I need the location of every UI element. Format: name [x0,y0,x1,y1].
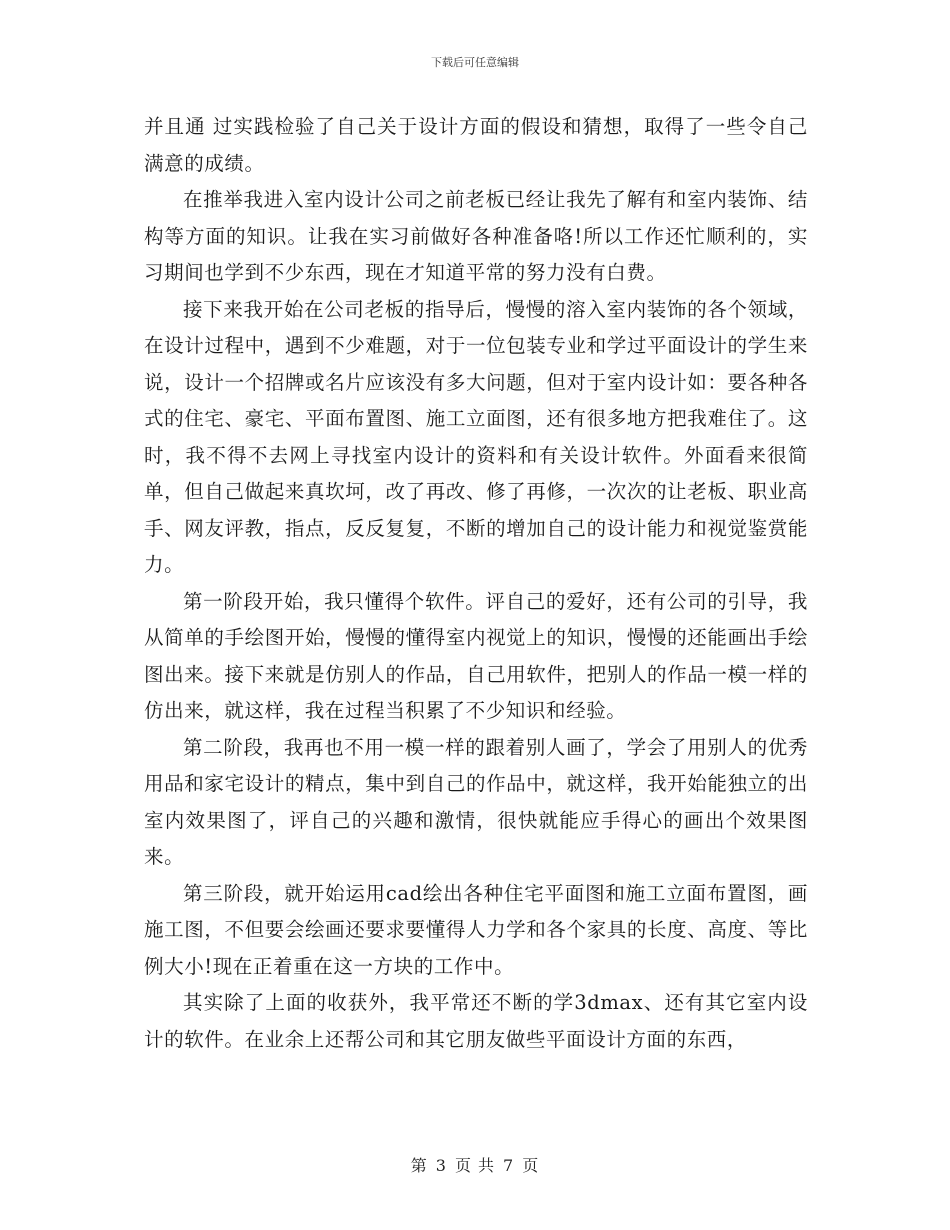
page-footer-prefix: 第 [410,1156,428,1175]
paragraph: 第一阶段开始，我只懂得个软件。评自己的爱好，还有公司的引导，我从简单的手绘图开始，慢慢的懂得室内视觉上的知识，慢慢的还能画出手绘图出来。接下来就是仿别人的作品，自己用软件，把别人的作品一模一样的仿出来，就这样，我在过程当积累了不少知识和经验。 [144,589,808,722]
paragraph: 第三阶段，就开始运用cad绘出各种住宅平面图和施工立面布置图，画施工图，不但要会绘画还要求要懂得人力学和各个家具的长度、高度、等比例大小!现在正着重在这一方块的工作中。 [144,881,808,978]
document-body [144,109,808,1058]
page-number-total: 7 [503,1156,515,1175]
paragraph: 其实除了上面的收获外，我平常还不断的学3dmax、还有其它室内设计的软件。在业余上还帮公司和其它朋友做些平面设计方面的东西， [144,991,808,1051]
paragraph: 接下来我开始在公司老板的指导后，慢慢的溶入室内装饰的各个领域，在设计过程中，遇到不少难题，对于一位包装专业和学过平面设计的学生来说，设计一个招牌或名片应该没有多大问题，但对于室内设计如：要各种各式的住宅、豪宅、平面布置图、施工立面图，还有很多地方把我难住了。这时，我不得不去网上寻找室内设计的资料和有关设计软件。外面看来很简单，但自己做起来真坎坷，改了再改、修了再修，一次次的让老板、职业高手、网友评教，指点，反反复复，不断的增加自己的设计能力和视觉鉴赏能力。 [144,297,808,576]
paragraph: 第二阶段，我再也不用一模一样的跟着别人画了，学会了用别人的优秀用品和家宅设计的精点，集中到自己的作品中，就这样，我开始能独立的出室内效果图了，评自己的兴趣和激情，很快就能应手得心的画出个效果图来。 [144,735,808,868]
paragraph: 在推举我进入室内设计公司之前老板已经让我先了解有和室内装饰、结构等方面的知识。让我在实习前做好各种准备咯!所以工作还忙顺利的，实习期间也学到不少东西，现在才知道平常的努力没有白费。 [144,188,808,284]
page-footer [0,1153,950,1176]
page-header: 下载后可任意编辑 [431,56,519,69]
paragraph-continuation: 并且通 过实践检验了自己关于设计方面的假设和猜想，取得了一些令自己满意的成绩。 [144,115,808,175]
page-number-current: 3 [435,1156,447,1175]
page-footer-suffix: 页 [522,1156,540,1175]
page-footer-middle: 页 共 [454,1156,496,1175]
